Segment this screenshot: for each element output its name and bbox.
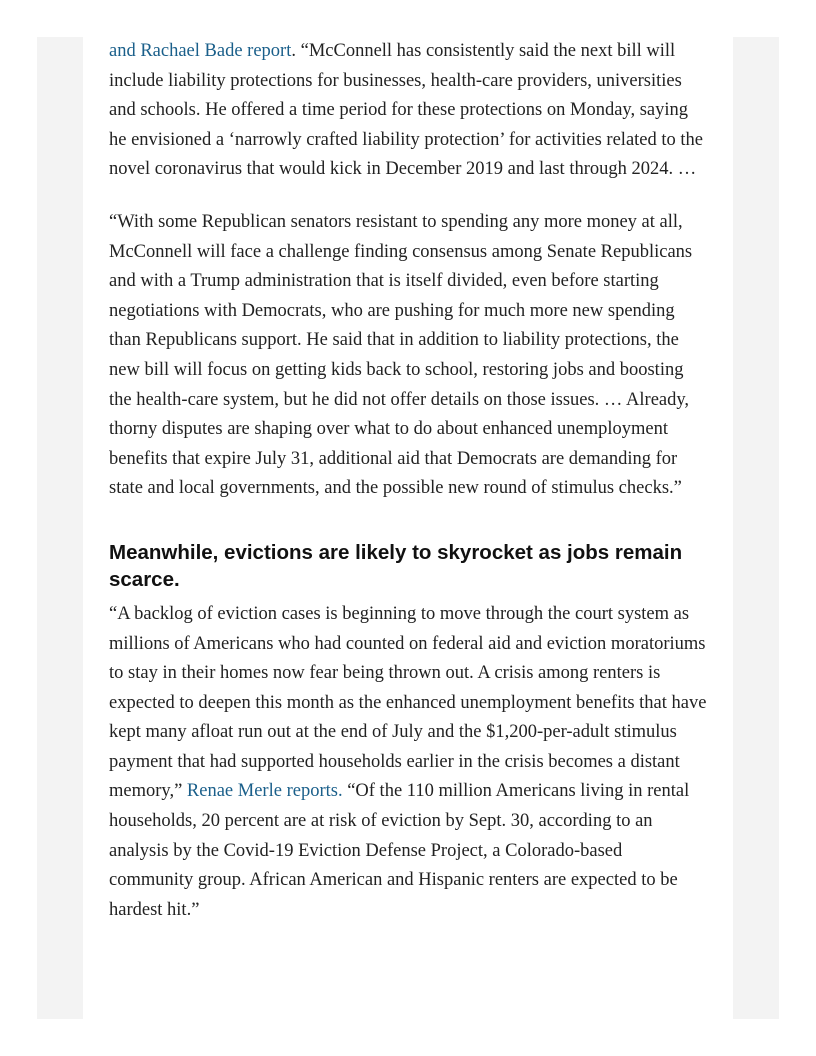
paragraph-eviction-backlog bbox=[109, 600, 709, 926]
paragraph-text: . “McConnell has consistently said the next bill will include liability protections for businesses, health-care providers, universities and schools. He offered a time period for these protections on Monday, saying he envisioned a ‘narrowly crafted liability protection’ for activities related to the novel coronavirus that would kick in December 2019 and last through 2024. … bbox=[109, 41, 703, 180]
right-gutter bbox=[733, 37, 779, 1019]
article-body bbox=[109, 37, 709, 925]
left-gutter bbox=[37, 37, 83, 1019]
rachael-bade-report-link[interactable]: and Rachael Bade report bbox=[109, 41, 292, 61]
paragraph-text: “With some Republican senators resistant to spending any more money at all, McConnell will face a challenge finding consensus among Senate Republicans and with a Trump administration that is itself divided, even before starting negotiations with Democrats, who are pushing for much more new spending than Republicans support. He said that in addition to liability protections, the new bill will focus on getting kids back to school, restoring jobs and boosting the health-care system, but he did not offer details on those issues. … Already, thorny disputes are shaping over what to do about enhanced unemployment benefits that expire July 31, additional aid that Democrats are demanding for state and local governments, and the possible new round of stimulus checks.” bbox=[109, 211, 693, 499]
paragraph-text: “Of the 110 million Americans living in rental households, 20 percent are at risk of eviction by Sept. 30, according to an analysis by the Covid-19 Eviction Defense Project, a Colorado-based community group. African American and Hispanic renters are expected to be hardest hit.” bbox=[109, 781, 690, 920]
section-heading-evictions: Meanwhile, evictions are likely to skyrocket as jobs remain scarce. bbox=[109, 540, 683, 591]
paragraph-republican-senators bbox=[109, 208, 709, 504]
paragraph-mcconnell-liability bbox=[109, 37, 709, 185]
paragraph-text: “A backlog of eviction cases is beginning to move through the court system as millions of Americans who had counted on federal aid and eviction moratoriums to stay in their homes now fear being thrown out. A crisis among renters is expected to deepen this month as the enhanced unemployment benefits that have kept many afloat run out at the end of July and the $1,200-per-adult stimulus payment that had supported households earlier in the crisis becomes a distant memory,” bbox=[109, 603, 707, 802]
renae-merle-report-link[interactable]: Renae Merle reports. bbox=[186, 781, 343, 802]
